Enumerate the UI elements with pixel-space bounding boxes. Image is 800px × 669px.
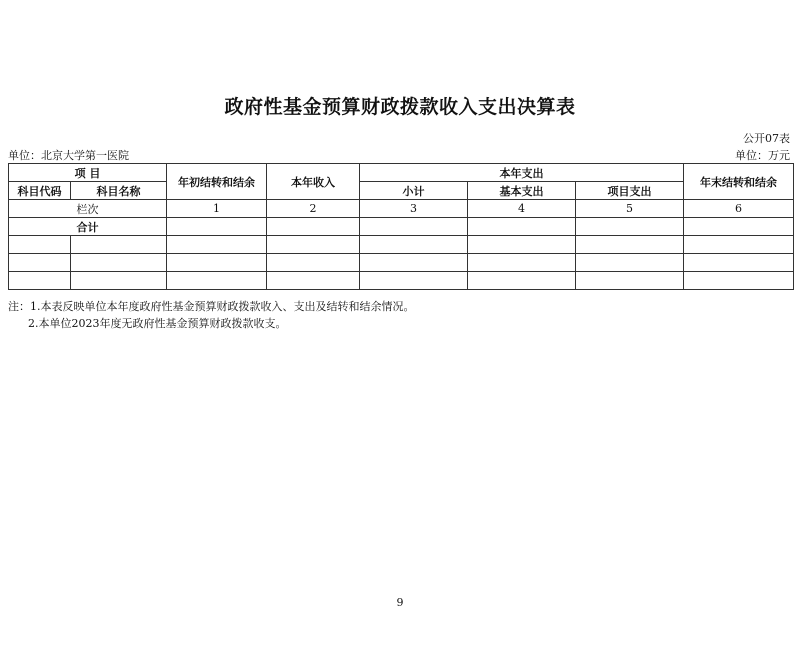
header-subtotal: 小计: [360, 182, 468, 200]
table-cell: [360, 218, 468, 236]
column-number: 2: [267, 200, 360, 218]
table-cell: [684, 254, 794, 272]
table-row: [9, 236, 794, 254]
column-number: 1: [167, 200, 267, 218]
header-opening-balance: 年初结转和结余: [167, 164, 267, 200]
column-number: 6: [684, 200, 794, 218]
column-index-label: 栏次: [9, 200, 167, 218]
table-cell: [576, 236, 684, 254]
table-cell: [468, 218, 576, 236]
header-item: 项 目: [9, 164, 167, 182]
column-index-row: [9, 200, 794, 218]
header-closing-balance: 年末结转和结余: [684, 164, 794, 200]
table-cell: [167, 218, 267, 236]
table-cell: [9, 272, 71, 290]
reporting-unit: 单位：北京大学第一医院: [8, 149, 129, 162]
table-cell: [684, 218, 794, 236]
page-number: 9: [396, 596, 404, 609]
notes: [8, 298, 415, 332]
table-cell: [9, 236, 71, 254]
fund-budget-table: [8, 163, 794, 290]
header-project-expense: 项目支出: [576, 182, 684, 200]
header-annual-expense: 本年支出: [360, 164, 684, 182]
column-number: 4: [468, 200, 576, 218]
header-row-1: [9, 164, 794, 182]
total-row: [9, 218, 794, 236]
table-cell: [468, 236, 576, 254]
header-row-2: [9, 182, 794, 200]
form-code: 公开07表: [743, 132, 790, 145]
table-cell: [684, 272, 794, 290]
note-line-2: 2.本单位2023年度无政府性基金预算财政拨款收支。: [28, 317, 287, 330]
table-cell: [684, 236, 794, 254]
table-cell: [576, 254, 684, 272]
table-cell: [576, 272, 684, 290]
header-basic-expense: 基本支出: [468, 182, 576, 200]
table-cell: [167, 236, 267, 254]
table-row: [9, 254, 794, 272]
table-cell: [267, 272, 360, 290]
column-number: 3: [360, 200, 468, 218]
table-cell: [576, 218, 684, 236]
table-cell: [71, 254, 167, 272]
table-cell: [468, 272, 576, 290]
table-cell: [360, 236, 468, 254]
table-cell: [9, 254, 71, 272]
header-subject-code: 科目代码: [9, 182, 71, 200]
table-cell: [167, 254, 267, 272]
note-line-1: 注：1.本表反映单位本年度政府性基金预算财政拨款收入、支出及结转和结余情况。: [8, 300, 415, 313]
column-number: 5: [576, 200, 684, 218]
table-cell: [71, 272, 167, 290]
header-annual-income: 本年收入: [267, 164, 360, 200]
table-cell: [267, 218, 360, 236]
table-cell: [267, 254, 360, 272]
total-label: 合计: [9, 218, 167, 236]
table-cell: [360, 254, 468, 272]
header-subject-name: 科目名称: [71, 182, 167, 200]
currency-unit: 单位：万元: [735, 149, 790, 162]
table-cell: [167, 272, 267, 290]
table-cell: [360, 272, 468, 290]
table-cell: [71, 236, 167, 254]
table-cell: [267, 236, 360, 254]
table-row: [9, 272, 794, 290]
table-cell: [468, 254, 576, 272]
document-title: 政府性基金预算财政拨款收入支出决算表: [224, 96, 576, 118]
